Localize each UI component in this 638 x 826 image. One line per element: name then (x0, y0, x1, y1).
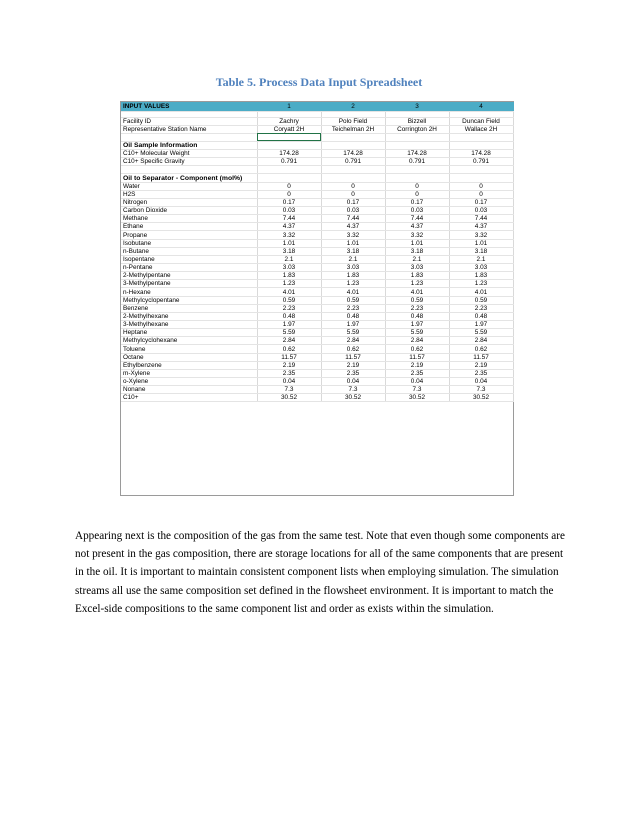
component-value-cell[interactable]: 0.59 (449, 296, 513, 304)
component-name[interactable]: Ethylbenzene (121, 361, 257, 369)
blank-cell[interactable] (449, 141, 513, 149)
component-value-cell[interactable]: 30.52 (449, 394, 513, 402)
component-value-cell[interactable]: 1.97 (257, 321, 321, 329)
component-name[interactable]: Methylcyclohexane (121, 337, 257, 345)
component-value-cell[interactable]: 1.83 (257, 272, 321, 280)
component-name[interactable]: 2-Methylhexane (121, 312, 257, 320)
component-value-cell[interactable]: 11.57 (385, 353, 449, 361)
component-value-cell[interactable]: 0.04 (321, 378, 385, 386)
component-row (121, 207, 513, 215)
component-value-cell[interactable]: 4.37 (449, 223, 513, 231)
component-row (121, 190, 513, 198)
c10-mw-cell[interactable]: 174.28 (449, 150, 513, 158)
component-value-cell[interactable]: 11.57 (321, 353, 385, 361)
component-name[interactable]: Isopentane (121, 255, 257, 263)
component-value-cell[interactable]: 2.35 (257, 369, 321, 377)
component-value-cell[interactable]: 0.03 (449, 207, 513, 215)
c10-sg-row (121, 158, 513, 166)
component-value-cell[interactable]: 3.32 (257, 231, 321, 239)
component-value-cell[interactable]: 1.97 (321, 321, 385, 329)
component-value-cell[interactable]: 0.59 (257, 296, 321, 304)
section-title-oil-separator[interactable]: Oil to Separator - Component (mol%) (121, 174, 257, 182)
station-row (121, 125, 513, 133)
component-value-cell[interactable]: 0.17 (449, 198, 513, 206)
facility-cell[interactable]: Zachry (257, 117, 321, 125)
component-value-cell[interactable]: 0.48 (321, 312, 385, 320)
header-col-3[interactable]: 3 (385, 102, 449, 111)
component-name[interactable]: n-Butane (121, 247, 257, 255)
component-name[interactable]: Isobutane (121, 239, 257, 247)
blank-row (121, 166, 513, 174)
component-value-cell[interactable]: 0.48 (385, 312, 449, 320)
component-value-cell[interactable]: 2.1 (385, 255, 449, 263)
c10-mw-cell[interactable]: 174.28 (257, 150, 321, 158)
component-value-cell[interactable]: 0.17 (385, 198, 449, 206)
header-row (121, 102, 513, 111)
blank-cell[interactable] (385, 141, 449, 149)
component-value-cell[interactable]: 2.19 (385, 361, 449, 369)
component-value-cell[interactable]: 1.01 (321, 239, 385, 247)
component-row (121, 337, 513, 345)
component-value-cell[interactable]: 5.59 (257, 329, 321, 337)
component-value-cell[interactable]: 0.62 (449, 345, 513, 353)
component-value-cell[interactable]: 2.84 (321, 337, 385, 345)
component-value-cell[interactable]: 0.04 (449, 378, 513, 386)
component-value-cell[interactable]: 0 (257, 182, 321, 190)
blank-cell[interactable] (321, 166, 385, 174)
component-value-cell[interactable]: 7.3 (449, 386, 513, 394)
component-name[interactable]: C10+ (121, 394, 257, 402)
component-row (121, 296, 513, 304)
component-value-cell[interactable]: 1.23 (385, 280, 449, 288)
component-value-cell[interactable]: 0.62 (257, 345, 321, 353)
component-value-cell[interactable]: 3.18 (385, 247, 449, 255)
component-row (121, 231, 513, 239)
component-value-cell[interactable]: 2.19 (257, 361, 321, 369)
component-value-cell[interactable]: 0.17 (257, 198, 321, 206)
header-col-2[interactable]: 2 (321, 102, 385, 111)
selected-cell[interactable] (257, 133, 321, 141)
component-row (121, 369, 513, 377)
blank-cell[interactable] (385, 166, 449, 174)
input-values-table (121, 102, 514, 402)
component-value-cell[interactable]: 4.01 (257, 288, 321, 296)
station-cell[interactable]: Corrington 2H (385, 125, 449, 133)
facility-cell[interactable]: Bizzell (385, 117, 449, 125)
spreadsheet (120, 101, 514, 496)
component-name[interactable]: 3-Methylpentane (121, 280, 257, 288)
component-value-cell[interactable]: 3.03 (449, 264, 513, 272)
component-value-cell[interactable]: 4.01 (449, 288, 513, 296)
component-value-cell[interactable]: 3.18 (257, 247, 321, 255)
component-name[interactable]: H2S (121, 190, 257, 198)
component-value-cell[interactable]: 2.19 (321, 361, 385, 369)
component-row (121, 239, 513, 247)
section-title-oil-sample[interactable]: Oil Sample Information (121, 141, 257, 149)
component-value-cell[interactable]: 0 (385, 190, 449, 198)
component-value-cell[interactable]: 1.23 (257, 280, 321, 288)
component-value-cell[interactable]: 1.83 (385, 272, 449, 280)
station-cell[interactable]: Coryatt 2H (257, 125, 321, 133)
blank-cell[interactable] (385, 133, 449, 141)
component-row (121, 394, 513, 402)
component-name[interactable]: 3-Methylhexane (121, 321, 257, 329)
blank-row (121, 133, 513, 141)
facility-cell[interactable]: Duncan Field (449, 117, 513, 125)
table-caption: Table 5. Process Data Input Spreadsheet (215, 75, 423, 89)
section-row-oil-separator (121, 174, 513, 182)
component-value-cell[interactable]: 0.59 (385, 296, 449, 304)
component-name[interactable]: Nitrogen (121, 198, 257, 206)
component-value-cell[interactable]: 7.44 (449, 215, 513, 223)
component-value-cell[interactable]: 0 (321, 182, 385, 190)
component-value-cell[interactable]: 1.01 (449, 239, 513, 247)
component-value-cell[interactable]: 2.84 (257, 337, 321, 345)
component-value-cell[interactable]: 4.37 (321, 223, 385, 231)
component-value-cell[interactable]: 3.18 (449, 247, 513, 255)
c10-sg-label[interactable]: C10+ Specific Gravity (121, 158, 257, 166)
component-value-cell[interactable]: 2.1 (321, 255, 385, 263)
component-row (121, 182, 513, 190)
component-value-cell[interactable]: 7.44 (257, 215, 321, 223)
component-row (121, 312, 513, 320)
component-value-cell[interactable]: 0.48 (449, 312, 513, 320)
blank-cell[interactable] (321, 141, 385, 149)
component-value-cell[interactable]: 30.52 (321, 394, 385, 402)
header-label[interactable]: INPUT VALUES (121, 102, 257, 111)
component-value-cell[interactable]: 1.83 (449, 272, 513, 280)
c10-sg-cell[interactable]: 0.791 (385, 158, 449, 166)
component-value-cell[interactable]: 2.23 (257, 304, 321, 312)
component-value-cell[interactable]: 2.84 (449, 337, 513, 345)
component-name[interactable]: Heptane (121, 329, 257, 337)
component-value-cell[interactable]: 3.03 (321, 264, 385, 272)
station-cell[interactable]: Wallace 2H (449, 125, 513, 133)
component-name[interactable]: o-Xylene (121, 378, 257, 386)
component-name[interactable]: n-Hexane (121, 288, 257, 296)
facility-cell[interactable]: Polo Field (321, 117, 385, 125)
component-value-cell[interactable]: 1.83 (321, 272, 385, 280)
component-value-cell[interactable]: 1.23 (449, 280, 513, 288)
component-value-cell[interactable]: 3.32 (321, 231, 385, 239)
component-value-cell[interactable]: 5.59 (449, 329, 513, 337)
component-value-cell[interactable]: 0.48 (257, 312, 321, 320)
component-row (121, 386, 513, 394)
component-row (121, 198, 513, 206)
component-value-cell[interactable]: 2.23 (321, 304, 385, 312)
component-value-cell[interactable]: 2.23 (449, 304, 513, 312)
body-paragraph: Appearing next is the composition of the gas from the same test. Note that even though some components are not present in the gas composition, there are storage locations for all of the same components that are present in the oil. It is important to maintain consistent component lists when employing simulation. The simulation streams all use the same composition set defined in the flowsheet environment. It is important to match the Excel-side compositions to the same component list and order as exists within the simulation. (75, 530, 565, 615)
component-value-cell[interactable]: 0 (321, 190, 385, 198)
component-row (121, 361, 513, 369)
c10-mw-cell[interactable]: 174.28 (321, 150, 385, 158)
component-value-cell[interactable]: 0.62 (321, 345, 385, 353)
component-value-cell[interactable]: 30.52 (385, 394, 449, 402)
facility-label[interactable]: Facility ID (121, 117, 257, 125)
component-value-cell[interactable]: 0.62 (385, 345, 449, 353)
blank-cell[interactable] (449, 174, 513, 182)
component-name[interactable]: Methylcyclopentane (121, 296, 257, 304)
component-value-cell[interactable]: 0.03 (385, 207, 449, 215)
component-value-cell[interactable]: 0.04 (385, 378, 449, 386)
component-value-cell[interactable]: 0.03 (257, 207, 321, 215)
component-row (121, 223, 513, 231)
c10-sg-cell[interactable]: 0.791 (321, 158, 385, 166)
component-value-cell[interactable]: 3.03 (257, 264, 321, 272)
component-value-cell[interactable]: 7.44 (321, 215, 385, 223)
component-value-cell[interactable]: 3.03 (385, 264, 449, 272)
component-value-cell[interactable]: 3.32 (385, 231, 449, 239)
c10-mw-cell[interactable]: 174.28 (385, 150, 449, 158)
component-row (121, 247, 513, 255)
blank-cell[interactable] (121, 166, 257, 174)
component-name[interactable]: Water (121, 182, 257, 190)
component-value-cell[interactable]: 2.84 (385, 337, 449, 345)
header-col-1[interactable]: 1 (257, 102, 321, 111)
component-value-cell[interactable]: 0.17 (321, 198, 385, 206)
component-row (121, 321, 513, 329)
component-row (121, 378, 513, 386)
component-row (121, 288, 513, 296)
component-value-cell[interactable]: 30.52 (257, 394, 321, 402)
component-value-cell[interactable]: 1.01 (385, 239, 449, 247)
component-value-cell[interactable]: 1.97 (385, 321, 449, 329)
c10-mw-row (121, 150, 513, 158)
component-name[interactable]: 2-Methylpentane (121, 272, 257, 280)
component-value-cell[interactable]: 11.57 (257, 353, 321, 361)
blank-cell[interactable] (121, 133, 257, 141)
component-value-cell[interactable]: 2.23 (385, 304, 449, 312)
component-value-cell[interactable]: 3.32 (449, 231, 513, 239)
component-row (121, 272, 513, 280)
c10-mw-label[interactable]: C10+ Molecular Weight (121, 150, 257, 158)
component-value-cell[interactable]: 4.01 (321, 288, 385, 296)
component-name[interactable]: Propane (121, 231, 257, 239)
blank-cell[interactable] (449, 166, 513, 174)
component-value-cell[interactable]: 5.59 (385, 329, 449, 337)
component-value-cell[interactable]: 4.37 (257, 223, 321, 231)
component-value-cell[interactable]: 2.35 (321, 369, 385, 377)
component-value-cell[interactable]: 4.37 (385, 223, 449, 231)
component-value-cell[interactable]: 0 (449, 190, 513, 198)
component-row (121, 264, 513, 272)
c10-sg-cell[interactable]: 0.791 (449, 158, 513, 166)
blank-cell[interactable] (385, 174, 449, 182)
section-row-oil-sample (121, 141, 513, 149)
c10-sg-cell[interactable]: 0.791 (257, 158, 321, 166)
component-row (121, 280, 513, 288)
blank-cell[interactable] (321, 174, 385, 182)
component-name[interactable]: Toluene (121, 345, 257, 353)
component-name[interactable]: Nonane (121, 386, 257, 394)
component-name[interactable]: m-Xylene (121, 369, 257, 377)
component-row (121, 255, 513, 263)
component-row (121, 329, 513, 337)
component-name[interactable]: Methane (121, 215, 257, 223)
component-value-cell[interactable]: 5.59 (321, 329, 385, 337)
component-name[interactable]: Benzene (121, 304, 257, 312)
component-value-cell[interactable]: 1.01 (257, 239, 321, 247)
component-value-cell[interactable]: 3.18 (321, 247, 385, 255)
component-value-cell[interactable]: 1.97 (449, 321, 513, 329)
component-value-cell[interactable]: 1.23 (321, 280, 385, 288)
blank-cell[interactable] (449, 133, 513, 141)
component-value-cell[interactable]: 7.44 (385, 215, 449, 223)
component-value-cell[interactable]: 0 (449, 182, 513, 190)
blank-cell[interactable] (257, 141, 321, 149)
component-value-cell[interactable]: 11.57 (449, 353, 513, 361)
component-value-cell[interactable]: 0 (385, 182, 449, 190)
component-name[interactable]: n-Pentane (121, 264, 257, 272)
component-value-cell[interactable]: 4.01 (385, 288, 449, 296)
component-row (121, 304, 513, 312)
component-name[interactable]: Octane (121, 353, 257, 361)
station-label[interactable]: Representative Station Name (121, 125, 257, 133)
component-value-cell[interactable]: 2.35 (449, 369, 513, 377)
component-name[interactable]: Carbon Dioxide (121, 207, 257, 215)
header-col-4[interactable]: 4 (449, 102, 513, 111)
component-value-cell[interactable]: 2.19 (449, 361, 513, 369)
component-value-cell[interactable]: 0.04 (257, 378, 321, 386)
component-value-cell[interactable]: 2.35 (385, 369, 449, 377)
component-value-cell[interactable]: 2.1 (257, 255, 321, 263)
component-row (121, 353, 513, 361)
component-row (121, 215, 513, 223)
component-name[interactable]: Ethane (121, 223, 257, 231)
component-row (121, 345, 513, 353)
station-cell[interactable]: Teichelman 2H (321, 125, 385, 133)
facility-row (121, 117, 513, 125)
component-value-cell[interactable]: 7.3 (257, 386, 321, 394)
component-value-cell[interactable]: 0.03 (321, 207, 385, 215)
blank-cell[interactable] (257, 174, 321, 182)
blank-cell[interactable] (321, 133, 385, 141)
component-value-cell[interactable]: 0 (257, 190, 321, 198)
component-value-cell[interactable]: 7.3 (385, 386, 449, 394)
component-value-cell[interactable]: 2.1 (449, 255, 513, 263)
blank-cell[interactable] (257, 166, 321, 174)
component-value-cell[interactable]: 7.3 (321, 386, 385, 394)
component-value-cell[interactable]: 0.59 (321, 296, 385, 304)
